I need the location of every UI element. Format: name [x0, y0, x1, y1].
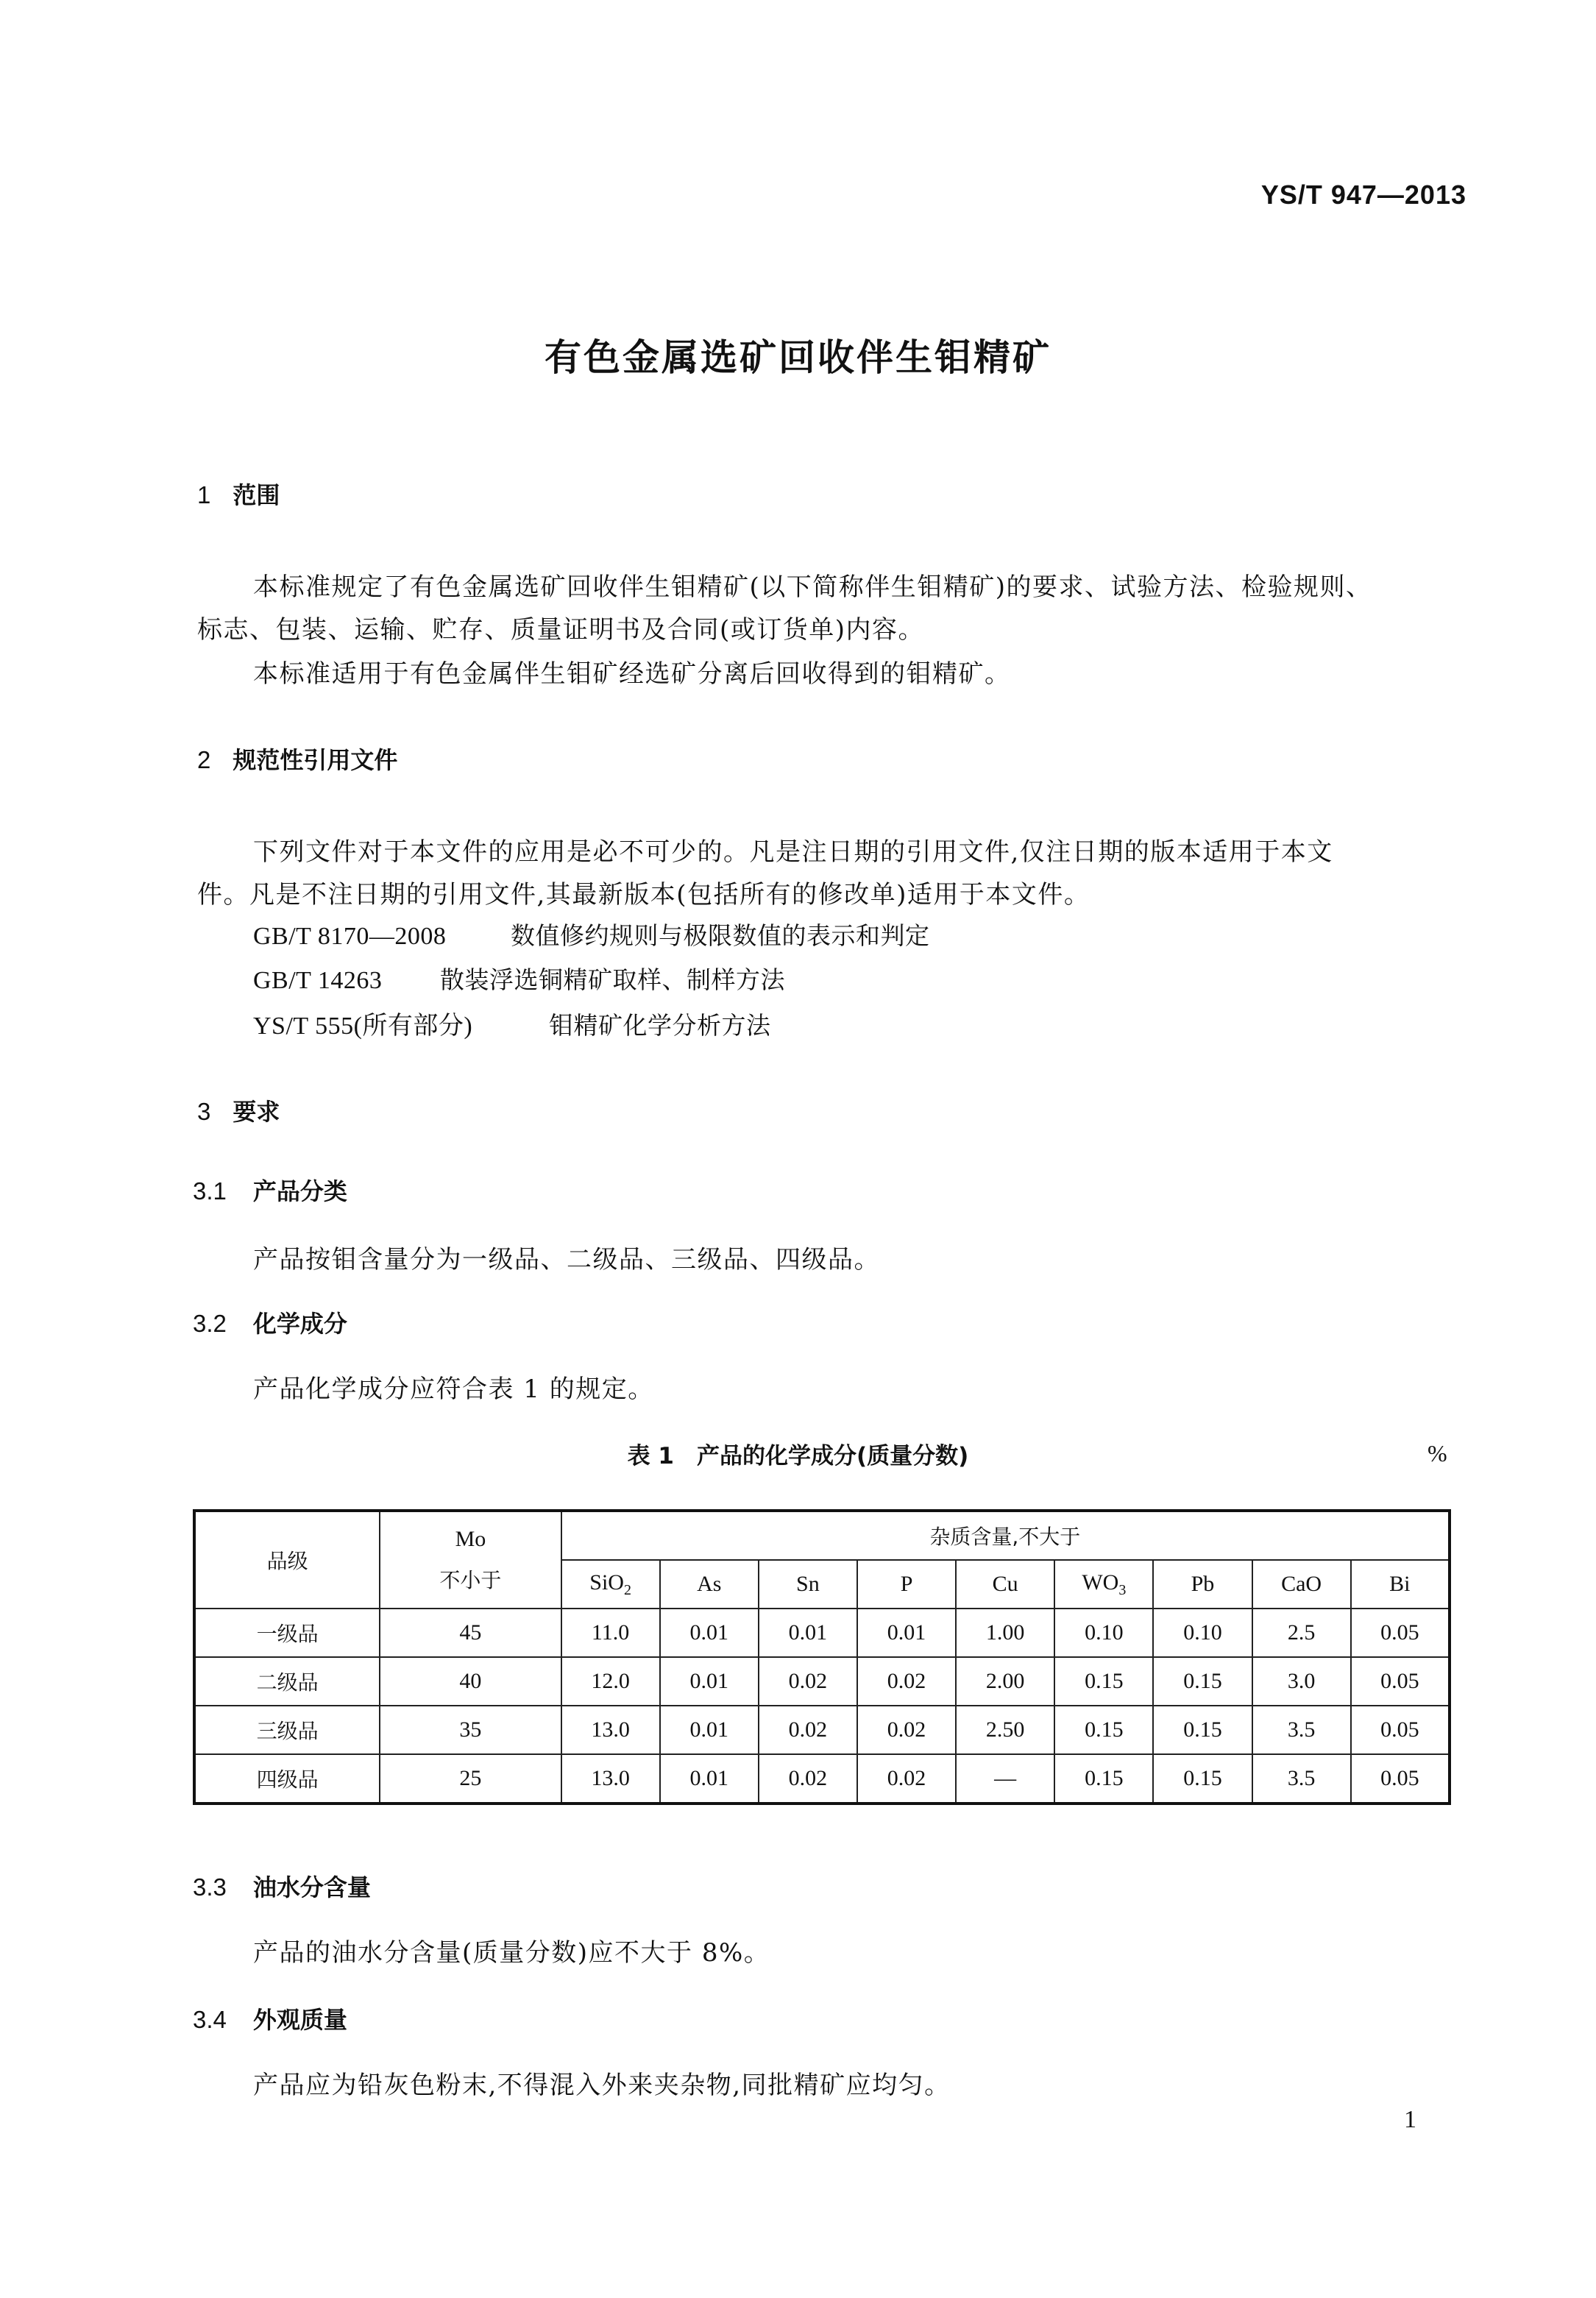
value-cell: 0.02 — [759, 1657, 857, 1706]
section-title: 范围 — [233, 481, 280, 509]
value-cell: 0.10 — [1153, 1609, 1252, 1657]
value-cell: 2.50 — [956, 1706, 1054, 1754]
section-1-paragraph-1-line-1: 本标准规定了有色金属选矿回收伴生钼精矿(以下简称伴生钼精矿)的要求、试验方法、检验规则、 — [253, 572, 1372, 602]
section-3-3-heading — [193, 1869, 371, 1903]
section-3-2-heading — [193, 1305, 347, 1339]
value-cell: 0.15 — [1153, 1754, 1252, 1804]
section-1-paragraph-1-line-2: 标志、包装、运输、贮存、质量证明书及合同(或订货单)内容。 — [197, 615, 925, 645]
grade-cell: 三级品 — [194, 1706, 380, 1754]
section-2-heading — [197, 742, 397, 776]
value-cell: 3.5 — [1252, 1754, 1351, 1804]
value-cell: 0.01 — [660, 1754, 759, 1804]
value-cell: 0.02 — [857, 1754, 956, 1804]
table-row — [194, 1706, 1450, 1754]
value-cell: 0.02 — [857, 1706, 956, 1754]
value-cell: 0.02 — [857, 1657, 956, 1706]
value-cell: 0.01 — [660, 1706, 759, 1754]
value-cell: 0.15 — [1153, 1706, 1252, 1754]
section-1-paragraph-2: 本标准适用于有色金属伴生钼矿经选矿分离后回收得到的钼精矿。 — [253, 659, 1011, 689]
impurity-cao-header: CaO — [1252, 1560, 1351, 1609]
value-cell: 2.00 — [956, 1657, 1054, 1706]
value-cell: 12.0 — [561, 1657, 660, 1706]
table-unit: % — [1427, 1440, 1447, 1467]
section-3-heading — [197, 1093, 280, 1127]
section-3-3-text: 产品的油水分含量(质量分数)应不大于 8%。 — [253, 1938, 770, 1968]
value-cell: 0.15 — [1054, 1657, 1153, 1706]
value-cell: 11.0 — [561, 1609, 660, 1657]
impurity-header: 杂质含量,不大于 — [561, 1511, 1450, 1560]
impurity-cu-header: Cu — [956, 1560, 1054, 1609]
section-3-1-text: 产品按钼含量分为一级品、二级品、三级品、四级品。 — [253, 1245, 880, 1274]
section-number: 3.4 — [193, 2006, 227, 2033]
section-3-1-heading — [193, 1173, 347, 1207]
value-cell: 13.0 — [561, 1706, 660, 1754]
section-3-4-text: 产品应为铅灰色粉末,不得混入外来夹杂物,同批精矿应均匀。 — [253, 2071, 951, 2100]
section-1-heading — [197, 477, 280, 511]
section-2-paragraph-line-1: 下列文件对于本文件的应用是必不可少的。凡是注日期的引用文件,仅注日期的版本适用于本文 — [253, 837, 1333, 867]
section-number: 3.1 — [193, 1177, 227, 1205]
section-number: 3 — [197, 1098, 211, 1125]
value-cell: 0.02 — [759, 1754, 857, 1804]
reference-title: 数值修约规则与极限数值的表示和判定 — [511, 921, 930, 950]
table-header-row — [194, 1511, 1450, 1560]
section-2-paragraph-line-2: 件。凡是不注日期的引用文件,其最新版本(包括所有的修改单)适用于本文件。 — [197, 880, 1090, 909]
grade-cell: 四级品 — [194, 1754, 380, 1804]
table-row — [194, 1609, 1450, 1657]
reference-code: GB/T 8170—2008 — [253, 923, 447, 950]
reference-item — [253, 917, 930, 951]
mo-label: Mo — [455, 1527, 486, 1551]
grade-header: 品级 — [194, 1511, 380, 1609]
document-title: 有色金属选矿回收伴生钼精矿 — [545, 336, 1051, 379]
value-cell: 0.01 — [857, 1609, 956, 1657]
value-cell: 0.02 — [759, 1706, 857, 1754]
impurity-sn-header: Sn — [759, 1560, 857, 1609]
mo-min-label: 不小于 — [439, 1568, 502, 1592]
value-cell: 2.5 — [1252, 1609, 1351, 1657]
value-cell: 1.00 — [956, 1609, 1054, 1657]
standard-number: YS/T 947—2013 — [1260, 180, 1466, 210]
grade-cell: 一级品 — [194, 1609, 380, 1657]
value-cell: 45 — [380, 1609, 561, 1657]
impurity-p-header: P — [857, 1560, 956, 1609]
value-cell: 0.01 — [660, 1657, 759, 1706]
value-cell: 0.01 — [660, 1609, 759, 1657]
value-cell: 40 — [380, 1657, 561, 1706]
value-cell: 13.0 — [561, 1754, 660, 1804]
value-cell: 0.15 — [1054, 1754, 1153, 1804]
impurity-pb-header: Pb — [1153, 1560, 1252, 1609]
value-cell: 0.05 — [1351, 1657, 1450, 1706]
reference-title: 散装浮选铜精矿取样、制样方法 — [440, 965, 785, 994]
section-title: 油水分含量 — [252, 1873, 371, 1901]
section-title: 要求 — [233, 1098, 280, 1126]
impurity-sio2-header: SiO$_2$ — [561, 1560, 660, 1609]
value-cell: — — [956, 1754, 1054, 1804]
value-cell: 0.01 — [759, 1609, 857, 1657]
value-cell: 0.15 — [1153, 1657, 1252, 1706]
value-cell: 0.05 — [1351, 1609, 1450, 1657]
section-number: 3.3 — [193, 1873, 227, 1901]
section-number: 1 — [197, 481, 211, 508]
reference-title: 钼精矿化学分析方法 — [549, 1011, 771, 1040]
chemical-composition-table — [193, 1509, 1451, 1805]
table-row — [194, 1754, 1450, 1804]
section-title: 外观质量 — [252, 2006, 347, 2034]
value-cell: 35 — [380, 1706, 561, 1754]
impurity-as-header: As — [660, 1560, 759, 1609]
reference-code: GB/T 14263 — [253, 967, 383, 994]
reference-item — [253, 961, 785, 996]
value-cell: 0.05 — [1351, 1754, 1450, 1804]
impurity-wo3-header: $WO_3$ — [1054, 1560, 1153, 1609]
reference-item — [253, 1005, 771, 1041]
value-cell: 0.05 — [1351, 1706, 1450, 1754]
value-cell: 25 — [380, 1754, 561, 1804]
grade-cell: 二级品 — [194, 1657, 380, 1706]
table-caption: 表 1 产品的化学成分(质量分数) — [627, 1443, 969, 1469]
section-3-2-text: 产品化学成分应符合表 1 的规定。 — [253, 1375, 654, 1404]
value-cell: 3.5 — [1252, 1706, 1351, 1754]
section-title: 规范性引用文件 — [233, 746, 398, 774]
section-title: 化学成分 — [252, 1310, 347, 1338]
section-number: 3.2 — [193, 1310, 227, 1337]
impurity-bi-header: Bi — [1351, 1560, 1450, 1609]
table-row — [194, 1657, 1450, 1706]
reference-code: YS/T 555(所有部分) — [253, 1013, 473, 1040]
section-3-4-heading — [193, 2001, 347, 2035]
value-cell: 0.10 — [1054, 1609, 1153, 1657]
value-cell: 3.0 — [1252, 1657, 1351, 1706]
page-number: 1 — [1404, 2106, 1416, 2133]
section-number: 2 — [197, 746, 211, 773]
mo-header — [380, 1511, 561, 1609]
value-cell: 0.15 — [1054, 1706, 1153, 1754]
section-title: 产品分类 — [252, 1177, 347, 1205]
